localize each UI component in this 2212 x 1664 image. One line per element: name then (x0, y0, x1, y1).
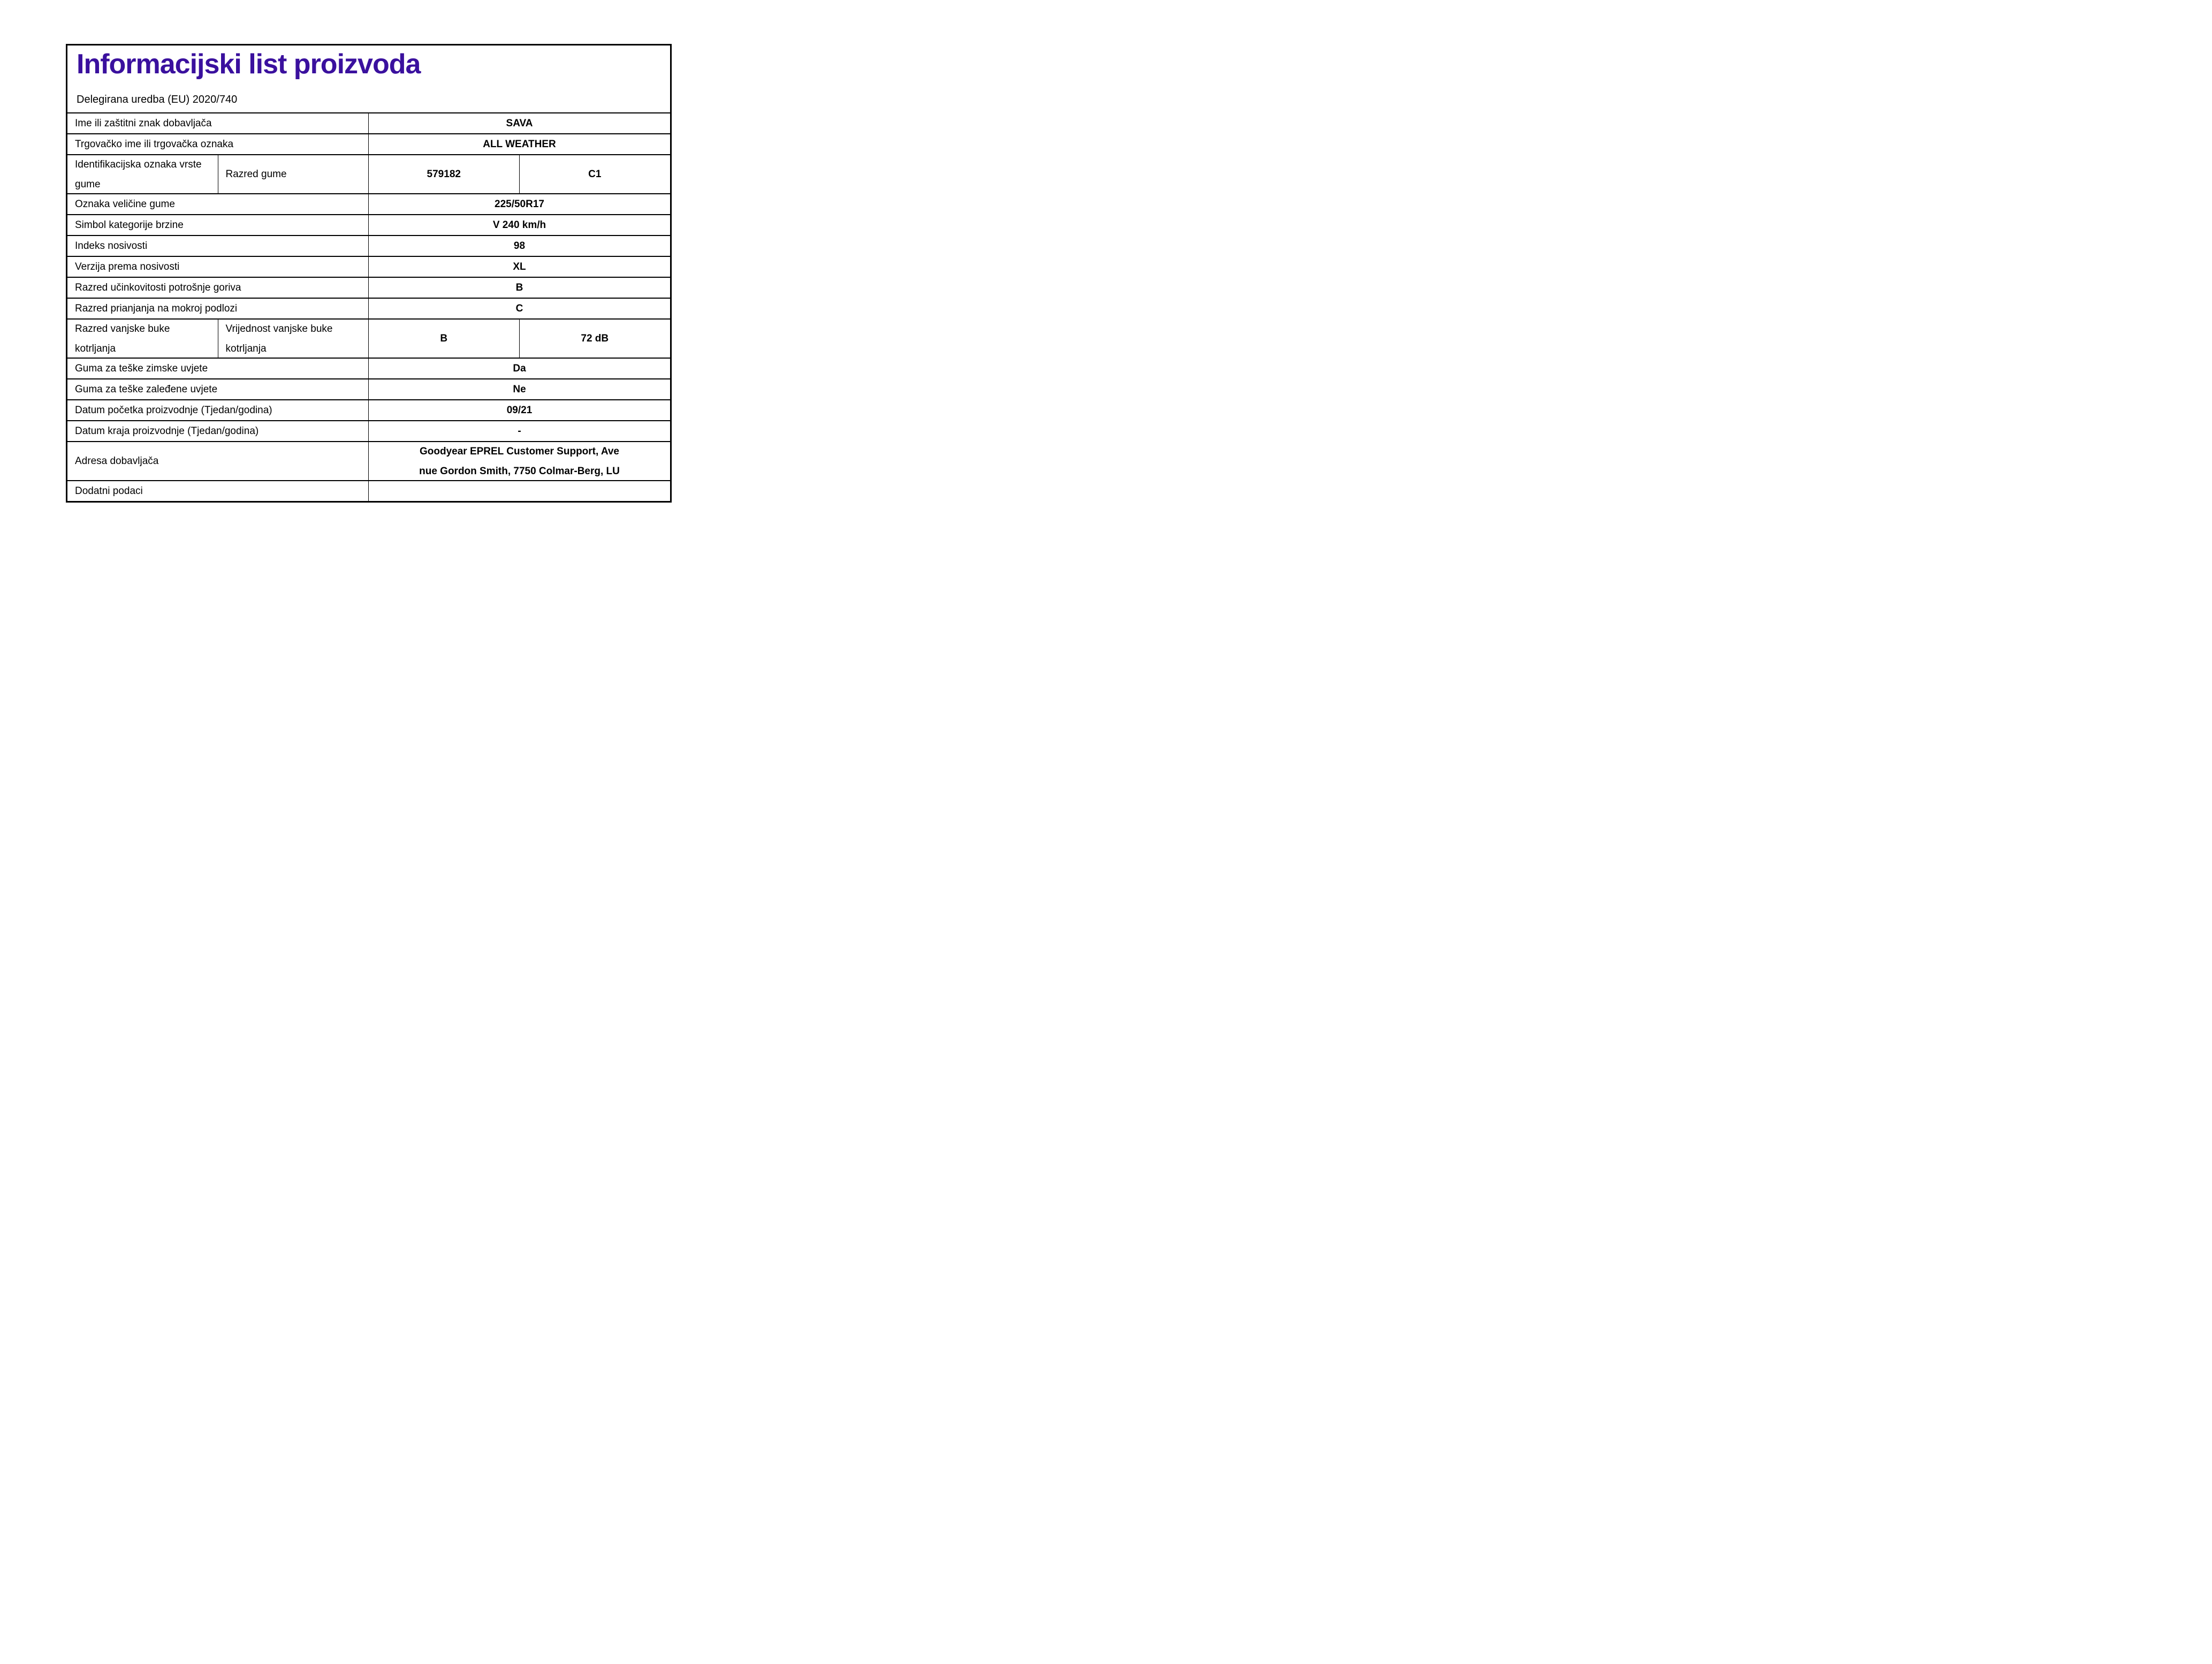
row-value: Da (513, 363, 526, 374)
row-label: Oznaka veličine gume (67, 194, 369, 214)
table-row (67, 399, 670, 420)
row-value: SAVA (506, 118, 533, 129)
row-value: 98 (513, 240, 526, 252)
row-label: Indeks nosivosti (67, 236, 369, 256)
row-value (369, 481, 670, 501)
row-value-1: B (369, 320, 520, 358)
row-value: C (515, 303, 523, 314)
row-value-1: 579182 (369, 155, 520, 193)
table-row (67, 318, 670, 358)
row-label: Datum početka proizvodnje (Tjedan/godina) (67, 400, 369, 420)
row-label: Ime ili zaštitni znak dobavljača (67, 113, 369, 133)
row-label: Simbol kategorije brzine (67, 215, 369, 235)
table-row (67, 193, 670, 214)
table-row (67, 298, 670, 318)
row-label: Trgovačko ime ili trgovačka oznaka (67, 134, 369, 154)
row-sublabel: Razred gume (218, 155, 369, 193)
address-line-1: Goodyear EPREL Customer Support, Ave (419, 445, 620, 457)
product-information-sheet (66, 44, 672, 503)
row-value: B (515, 282, 523, 293)
row-value (369, 442, 670, 480)
table-row (67, 420, 670, 441)
row-value-2: C1 (588, 169, 602, 180)
table-row (67, 154, 670, 193)
table-row (67, 256, 670, 277)
table-row (67, 277, 670, 298)
row-label: Verzija prema nosivosti (67, 257, 369, 277)
title-block (67, 45, 670, 112)
row-value: Ne (513, 384, 526, 395)
table-row (67, 378, 670, 399)
row-label: Dodatni podaci (67, 481, 369, 501)
row-label: Razred vanjske buke kotrljanja (67, 320, 218, 358)
row-value: - (518, 426, 521, 437)
regulation-subtitle: Delegirana uredba (EU) 2020/740 (77, 94, 238, 105)
supplier-address (419, 442, 620, 480)
row-value: XL (513, 261, 526, 272)
table-row (67, 358, 670, 378)
table-row (67, 441, 670, 480)
row-value: 225/50R17 (495, 199, 544, 210)
table-row (67, 133, 670, 154)
row-label: Razred učinkovitosti potrošnje goriva (67, 278, 369, 298)
row-label: Datum kraja proizvodnje (Tjedan/godina) (67, 421, 369, 441)
row-label: Razred prianjanja na mokroj podlozi (67, 299, 369, 318)
row-value: 09/21 (506, 405, 533, 416)
page-title: Informacijski list proizvoda (77, 49, 421, 80)
page (0, 0, 738, 554)
table-row (67, 214, 670, 235)
table-row (67, 235, 670, 256)
row-label: Adresa dobavljača (67, 442, 369, 480)
row-sublabel: Vrijednost vanjske buke kotrljanja (218, 320, 369, 358)
row-label: Identifikacijska oznaka vrste gume (67, 155, 218, 193)
address-line-2: nue Gordon Smith, 7750 Colmar-Berg, LU (419, 465, 620, 477)
row-label: Guma za teške zimske uvjete (67, 359, 369, 378)
table-row (67, 112, 670, 133)
row-label: Guma za teške zaleđene uvjete (67, 379, 369, 399)
row-value: ALL WEATHER (483, 139, 556, 150)
row-value-2: 72 dB (581, 333, 609, 344)
row-value: V 240 km/h (492, 219, 546, 231)
table-row (67, 480, 670, 501)
